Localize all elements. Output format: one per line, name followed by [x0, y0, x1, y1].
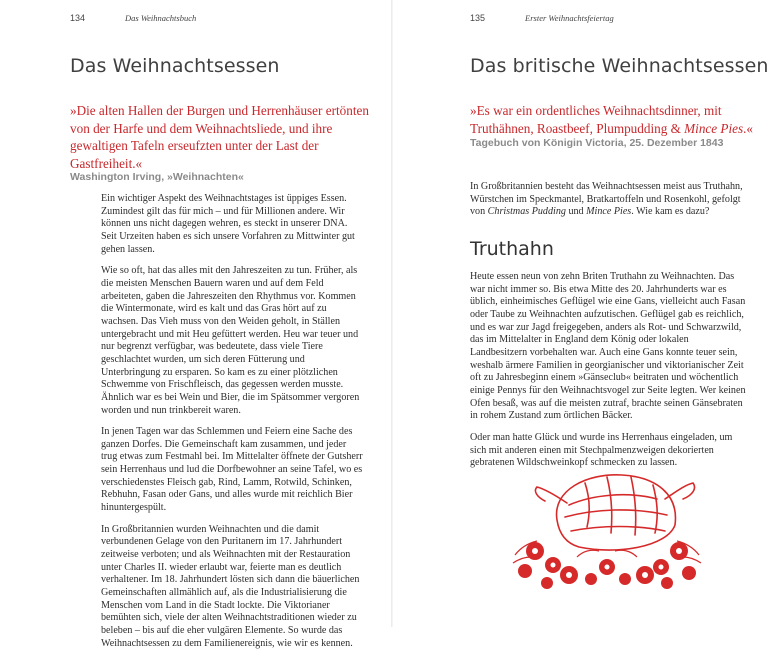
left-running-head: Das Weihnachtsbuch — [125, 13, 197, 23]
paragraph: Wie so oft, hat das alles mit den Jahreszeiten zu tun. Früher, als die meisten Menschen Bauern waren und auf dem Feld arbeiteten, gaben die Jahreszeiten den Rhythmus vor. Kommen die Wintermonate, wird es kalt und das Gras hört auf zu wachsen. Das Vieh muss von den Weiden geholt, in Ställen untergebracht und mit Heu gefüttert werden. Heu war teuer und nur begrenzt verfügbar, was bedeutete, dass viele Tiere geschlachtet wurden, um sich deren Fütterung und Unterbringung zu ersparen. So kam es zu einer plötzlichen Schwemme von Frischfleisch, das gegessen werden musste. Ähnlich war es bei Wein und Bier, die im Spätsommer vergoren worden und nun trinkbereit waren. — [101, 265, 360, 416]
intro-mid: und — [565, 206, 587, 218]
right-epigraph — [470, 102, 770, 137]
right-running-head: Erster Weihnachtsfeiertag — [525, 13, 614, 23]
left-body-text — [101, 193, 365, 659]
paragraph: In Großbritannien wurden Weihnachten und die damit verbundenen Gelage von den Puritanern im 17. Jahrhundert zeitweise verboten; und als Weihnachten mit der Restauration unter Charles II. wieder erlaubt war, feierte man es deutlich verhaltener. Im 18. Jahrhundert lösten sich dann die bäuerlichen Gemeinschaften allmählich auf, als die Industrialisierung die Menschen vom Land in die Stadt lockte. Die Viktorianer bemühten sich, viele der alten Weihnachtstraditionen wieder zu beleben – bis auf die eher vulgären Elemente. So wurde das Weihnachtsessen zu dem Familienereignis, wie wir es kennen. — [101, 523, 360, 649]
section-heading: Truthahn — [470, 238, 554, 260]
epigraph-italic: Mince Pies — [684, 120, 744, 136]
left-page-number: 134 — [70, 13, 86, 23]
right-page-number: 135 — [470, 13, 486, 23]
right-intro-text — [470, 181, 748, 228]
intro-italic: Christmas Pudding — [487, 206, 566, 218]
paragraph: In jenen Tagen war das Schlemmen und Feiern eine Sache des ganzen Dorfes. Die Gemeinschaft kam zusammen, und jeder trug etwas zum Festmahl bei. Im Mittelalter öffnete der Gutsherr sein Herrenhaus und lud die Dorfbewohner an seine Tafel, wo es verschiedenstes Fleisch gab, Rind, Lamm, Rotwild, Schinken, Rebhuhn, Fasan oder Gans, und alles wurde mit reichlich Bier hinuntergespült. — [101, 426, 363, 514]
right-folio — [470, 13, 614, 23]
left-epigraph: »Die alten Hallen der Burgen und Herrenhäuser ertönten von der Harfe und dem Weihnachtsliede, und ihre gewaltigen Tafeln erseufzten unter der Last der Gastfreiheit.« — [70, 103, 369, 171]
epigraph-text: »Es war ein ordentliches Weihnachtsdinner, mit Truthähnen, Roastbeef, Plumpudding & — [470, 103, 722, 136]
paragraph: Oder man hatte Glück und wurde ins Herrenhaus eingeladen, um sich mit anderen einen mit Stechpalmenzweigen dekorierten gebratenen Wildschweinkopf schmecken zu lassen. — [470, 431, 733, 469]
paragraph: Heute essen neun von zehn Briten Truthahn zu Weihnachten. Das war nicht immer so. Bis etwa Mitte des 20. Jahrhunderts war es üblich, einheimisches Geflügel wie eine Gans, vielleicht auch Fasan oder Taube zu Weihnachten aufzutischen. Geflügel gab es reichlich, und es war zur Jagd freigegeben, anders als Rot- und Schwarzwild, das im Mittelalter in England dem König oder lokalen Landbesitzern vorbehalten war. Auch eine Gans konnte teuer sein, weshalb ärmere Familien in georgianischer und viktorianischer Zeit oft zu Jahresbeginn einem »Gänseclub« beitraten und wöchentlich einige Pennys für den Weihnachtsvogel zur Seite legten. Wer keinen Ofen besaß, was auf die meisten zutraf, brachte seinen Gänsebraten in rohem Zustand zum örtlichen Bäcker. — [470, 271, 746, 422]
right-page-title: Das britische Weihnachtsessen — [470, 55, 769, 77]
left-page-title: Das Weihnachtsessen — [70, 55, 280, 77]
left-folio — [70, 13, 196, 23]
paragraph — [470, 181, 748, 219]
intro-text: In Großbritannien besteht das Weihnachtsessen meist aus Truthahn, Würstchen im Speckmantel, Bratkartoffeln und Rosenkohl, gefolgt von — [470, 181, 743, 218]
left-epigraph-source: Washington Irving, »Weihnachten« — [70, 171, 244, 183]
right-page — [392, 0, 784, 627]
right-epigraph-source: Tagebuch von Königin Victoria, 25. Dezember 1843 — [470, 137, 724, 149]
epigraph-end: .« — [743, 120, 754, 136]
left-page — [0, 0, 392, 649]
intro-italic: Mince Pies — [586, 206, 632, 218]
right-body-text — [470, 271, 748, 479]
paragraph: Ein wichtiger Aspekt des Weihnachtstages ist üppiges Essen. Zumindest gilt das für mich – und für Millionen andere. Wir können uns nicht dagegen wehren, es steckt in unserer DNA. Seit Urzeiten haben es sich unsere Vorfahren zu Mittwinter gut gehen lassen. — [101, 193, 355, 255]
intro-end: . Wie kam es dazu? — [631, 206, 710, 218]
roast-bird-illustration — [507, 455, 707, 595]
